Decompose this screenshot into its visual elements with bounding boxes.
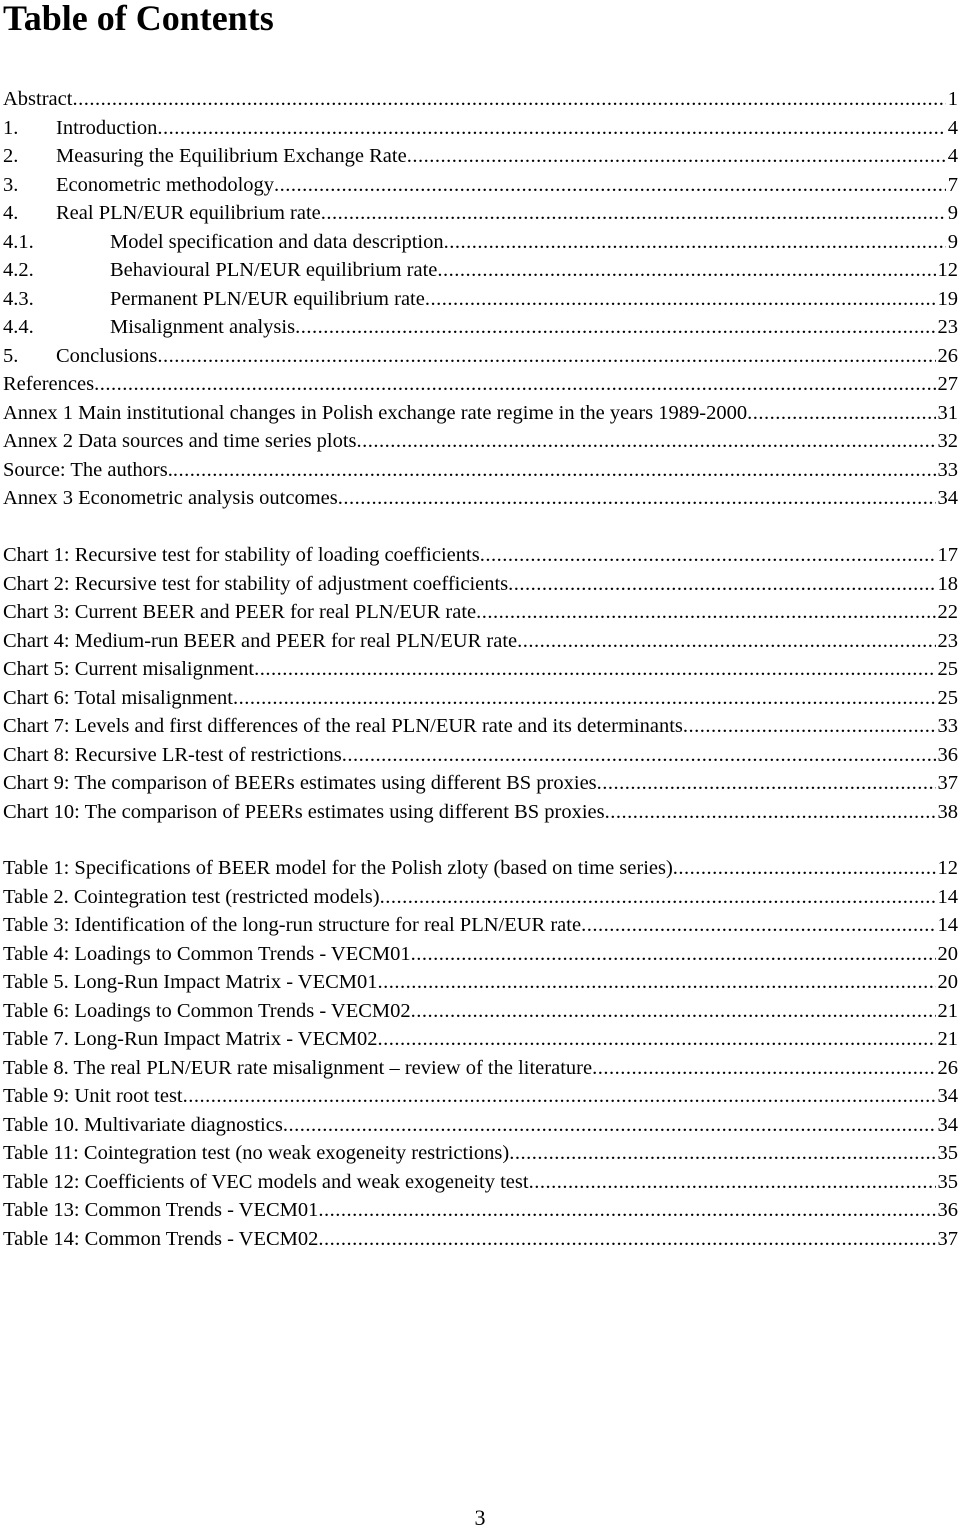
toc-entry[interactable] (3, 456, 958, 485)
table-entry-page: 37 (937, 1227, 958, 1250)
chart-entry[interactable] (3, 627, 958, 656)
toc-entry-number: 5. (3, 344, 19, 367)
table-entry[interactable] (3, 1168, 958, 1197)
toc-entry-page: 9 (947, 230, 958, 253)
dot-leader (378, 968, 936, 997)
toc-entry-page: 26 (937, 344, 958, 367)
table-entry[interactable] (3, 1225, 958, 1254)
dot-leader (157, 114, 945, 143)
dot-leader (274, 171, 946, 200)
toc-entry-label: Measuring the Equilibrium Exchange Rate (56, 145, 407, 167)
dot-leader (407, 142, 946, 171)
toc-entry-page: 33 (937, 458, 958, 481)
dot-leader (444, 228, 946, 257)
chart-entry-label: Chart 2: Recursive test for stability of adjustment coefficients (3, 572, 509, 595)
dot-leader (597, 769, 936, 798)
dot-leader (157, 342, 935, 371)
table-entry-page: 14 (937, 885, 958, 908)
toc-entry-page: 7 (947, 173, 958, 196)
toc-entry-page: 27 (937, 373, 958, 395)
toc-entry[interactable] (3, 370, 958, 399)
dot-leader (173, 456, 936, 485)
chart-entry[interactable] (3, 798, 958, 827)
dot-leader (673, 854, 936, 883)
dot-leader (233, 684, 936, 713)
toc-entry-page: 31 (937, 401, 958, 424)
table-entry-label: Table 12: Coefficients of VEC models and weak exogeneity test (3, 1170, 529, 1193)
dot-leader (517, 627, 935, 656)
toc-subentry[interactable] (3, 313, 958, 342)
chart-entry-page: 36 (937, 743, 958, 766)
toc-entry-label: Abstract (3, 88, 73, 110)
table-entry-label: Table 7. Long-Run Impact Matrix - VECM02 (3, 1028, 378, 1050)
toc-entry-label: Real PLN/EUR equilibrium rate (56, 202, 321, 224)
chart-entry[interactable] (3, 598, 958, 627)
chart-entry-page: 22 (937, 601, 958, 623)
chart-entry-page: 37 (937, 772, 958, 794)
table-entry-page: 20 (937, 971, 958, 993)
toc-entry-number: 1. (3, 116, 19, 139)
dot-leader (529, 1168, 936, 1197)
table-entry-label: Table 2. Cointegration test (restricted models) (3, 885, 380, 908)
toc-entry-label: Annex 1 Main institutional changes in Polish exchange rate regime in the years 1989-2000 (3, 401, 748, 424)
toc-subentry[interactable] (3, 256, 958, 285)
toc-entry[interactable] (3, 171, 958, 200)
toc-entry-label: Econometric methodology (56, 173, 275, 196)
toc-entry-label: Model specification and data description (110, 230, 444, 253)
chart-entry-label: Chart 5: Current misalignment (3, 658, 255, 680)
chart-entry[interactable] (3, 712, 958, 741)
table-entry-label: Table 14: Common Trends - VECM02 (3, 1227, 319, 1250)
table-entry-page: 12 (937, 857, 958, 879)
toc-entry-page: 23 (937, 316, 958, 338)
toc-entry-label: Annex 3 Econometric analysis outcomes (3, 487, 338, 509)
dot-leader (318, 1225, 935, 1254)
toc-entry-page: 4 (947, 116, 958, 139)
toc-entry-page: 12 (937, 259, 958, 281)
dot-leader (581, 911, 935, 940)
dot-leader (318, 1196, 935, 1225)
dot-leader (380, 883, 936, 912)
toc-entry[interactable] (3, 85, 958, 114)
table-entry[interactable] (3, 1054, 958, 1083)
toc-main-section (3, 85, 958, 513)
toc-entry-number: 2. (3, 145, 19, 167)
chart-entry-label: Chart 8: Recursive LR-test of restrictions (3, 743, 342, 766)
dot-leader (411, 940, 936, 969)
toc-subentry[interactable] (3, 285, 958, 314)
table-entry-label: Table 4: Loadings to Common Trends - VECM01 (3, 942, 411, 965)
toc-entry[interactable] (3, 114, 958, 143)
dot-leader (592, 1054, 935, 1083)
table-entry[interactable] (3, 1111, 958, 1140)
table-entry[interactable] (3, 911, 958, 940)
toc-entry-number: 4.4. (3, 316, 34, 338)
dot-leader (747, 399, 935, 428)
dot-leader (183, 1082, 936, 1111)
dot-leader (683, 712, 936, 741)
table-entry-page: 21 (937, 1028, 958, 1050)
dot-leader (605, 798, 936, 827)
chart-entry-page: 23 (937, 629, 958, 652)
toc-entry-page: 1 (947, 88, 958, 110)
page-title: Table of Contents (3, 0, 274, 38)
table-entry-label: Table 11: Cointegration test (no weak exogeneity restrictions) (3, 1142, 510, 1164)
table-entry[interactable] (3, 968, 958, 997)
list-of-tables (3, 854, 958, 1253)
dot-leader (425, 285, 936, 314)
table-entry-label: Table 1: Specifications of BEER model for the Polish zloty (based on time series) (3, 857, 673, 879)
chart-entry-page: 25 (937, 686, 958, 709)
toc-entry-label: Conclusions (56, 344, 158, 367)
table-entry-page: 26 (937, 1056, 958, 1079)
table-entry-label: Table 5. Long-Run Impact Matrix - VECM01 (3, 971, 378, 993)
table-entry[interactable] (3, 1139, 958, 1168)
chart-entry[interactable] (3, 570, 958, 599)
toc-entry-page: 9 (947, 202, 958, 224)
dot-leader (378, 1025, 936, 1054)
dot-leader (357, 427, 936, 456)
table-entry-page: 20 (937, 942, 958, 965)
chart-entry[interactable] (3, 741, 958, 770)
table-entry-page: 34 (937, 1113, 958, 1136)
toc-entry-label: References (3, 373, 95, 395)
table-entry-page: 21 (937, 999, 958, 1022)
toc-entry-number: 4.2. (3, 259, 34, 281)
chart-entry-label: Chart 9: The comparison of BEERs estimates using different BS proxies (3, 772, 597, 794)
dot-leader (321, 199, 946, 228)
dot-leader (254, 655, 935, 684)
table-entry[interactable] (3, 1025, 958, 1054)
chart-entry[interactable] (3, 655, 958, 684)
toc-entry-label: Annex 2 Data sources and time series plots (3, 430, 357, 452)
toc-subentry[interactable] (3, 228, 958, 257)
toc-entry-page: 34 (937, 487, 958, 509)
table-entry-label: Table 3: Identification of the long-run structure for real PLN/EUR rate (3, 914, 582, 936)
toc-entry-number: 4. (3, 202, 19, 224)
table-entry[interactable] (3, 1196, 958, 1225)
table-entry-label: Table 13: Common Trends - VECM01 (3, 1199, 319, 1221)
toc-entry-label: Misalignment analysis (110, 316, 296, 338)
table-entry-page: 35 (937, 1170, 958, 1193)
toc-entry-label: Source: The authors. (3, 458, 173, 481)
dot-leader (508, 570, 935, 599)
chart-entry-label: Chart 1: Recursive test for stability of loading coefficients (3, 544, 480, 566)
chart-entry-label: Chart 7: Levels and first differences of the real PLN/EUR rate and its determinants (3, 715, 683, 737)
table-entry-page: 35 (937, 1142, 958, 1164)
toc-entry[interactable] (3, 427, 958, 456)
toc-entry[interactable] (3, 199, 958, 228)
list-of-charts (3, 541, 958, 826)
dot-leader (476, 598, 935, 627)
chart-entry-label: Chart 3: Current BEER and PEER for real PLN/EUR rate (3, 601, 477, 623)
toc-entry-page: 32 (937, 430, 958, 452)
dot-leader (342, 741, 936, 770)
chart-entry[interactable] (3, 769, 958, 798)
toc-entry-page: 19 (937, 287, 958, 310)
chart-entry-label: Chart 10: The comparison of PEERs estimates using different BS proxies (3, 800, 605, 823)
table-entry[interactable] (3, 940, 958, 969)
chart-entry[interactable] (3, 684, 958, 713)
dot-leader (94, 370, 935, 399)
dot-leader (509, 1139, 935, 1168)
toc-entry-page: 4 (947, 145, 958, 167)
chart-entry-label: Chart 6: Total misalignment (3, 686, 233, 709)
table-entry-label: Table 6: Loadings to Common Trends - VECM02 (3, 999, 411, 1022)
chart-entry-page: 17 (937, 544, 958, 566)
table-entry[interactable] (3, 1082, 958, 1111)
dot-leader (338, 484, 936, 513)
toc-entry-number: 4.3. (3, 287, 34, 310)
dot-leader (411, 997, 936, 1026)
dot-leader (480, 541, 936, 570)
table-entry-label: Table 10. Multivariate diagnostics (3, 1113, 283, 1136)
chart-entry-page: 38 (937, 800, 958, 823)
dot-leader (72, 85, 945, 114)
toc-entry-label: Behavioural PLN/EUR equilibrium rate (110, 259, 438, 281)
toc-entry-label: Permanent PLN/EUR equilibrium rate (110, 287, 425, 310)
table-entry[interactable] (3, 854, 958, 883)
toc-entry[interactable] (3, 484, 958, 513)
table-entry-label: Table 9: Unit root test (3, 1085, 183, 1107)
dot-leader (283, 1111, 936, 1140)
chart-entry[interactable] (3, 541, 958, 570)
table-entry[interactable] (3, 883, 958, 912)
chart-entry-page: 25 (937, 658, 958, 680)
chart-entry-page: 33 (937, 715, 958, 737)
toc-entry-label: Introduction (56, 116, 158, 139)
toc-entry-number: 3. (3, 173, 19, 196)
dot-leader (295, 313, 935, 342)
toc-entry[interactable] (3, 342, 958, 371)
page-number: 3 (474, 1505, 486, 1530)
chart-entry-label: Chart 4: Medium-run BEER and PEER for real PLN/EUR rate (3, 629, 518, 652)
chart-entry-page: 18 (937, 572, 958, 595)
table-entry[interactable] (3, 997, 958, 1026)
table-entry-label: Table 8. The real PLN/EUR rate misalignment – review of the literature (3, 1056, 593, 1079)
toc-entry[interactable] (3, 399, 958, 428)
table-entry-page: 36 (937, 1199, 958, 1221)
toc-entry[interactable] (3, 142, 958, 171)
table-entry-page: 14 (937, 914, 958, 936)
table-entry-page: 34 (937, 1085, 958, 1107)
toc-entry-number: 4.1. (3, 230, 34, 253)
dot-leader (437, 256, 935, 285)
